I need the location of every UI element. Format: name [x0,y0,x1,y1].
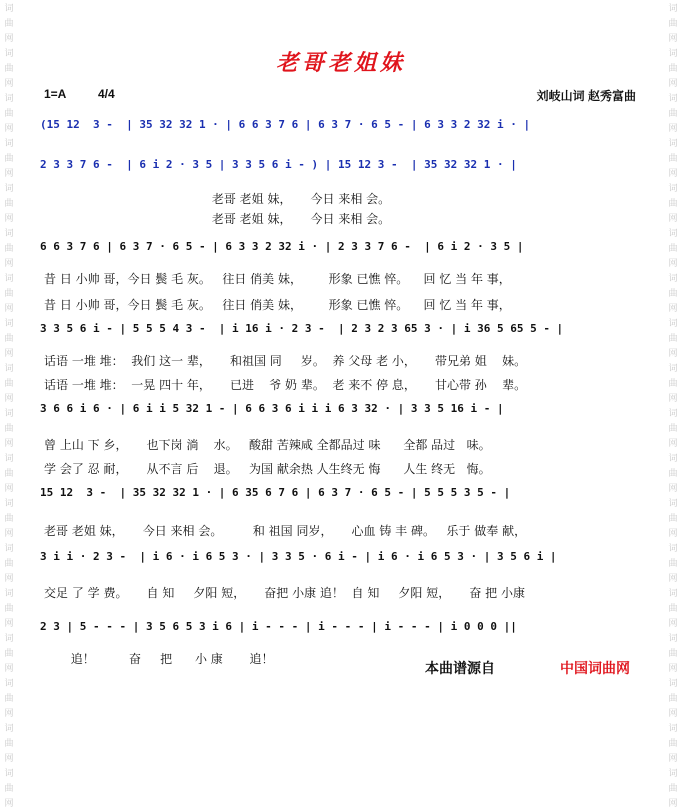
watermark-char: 词 [4,49,14,59]
watermark-char: 曲 [4,739,14,749]
watermark-char: 词 [668,409,678,419]
watermark-char: 词 [668,769,678,779]
watermark-char: 网 [4,124,14,134]
watermark-char: 曲 [4,424,14,434]
watermark-char: 词 [668,274,678,284]
watermark-char: 曲 [668,64,678,74]
watermark-char: 网 [4,799,14,809]
watermark-char: 网 [4,484,14,494]
site-name: 中国词曲网 [560,661,630,677]
watermark-char: 词 [4,454,14,464]
watermark-char: 曲 [4,604,14,614]
song-credits: 刘岐山词 赵秀富曲 [536,89,636,103]
lyric-line: 昔 日 小帅 哥，今日 鬓 毛 灰。 往日 俏美 妹， 形象 已憔 悴。 回 忆 当 年 事， [44,272,511,286]
watermark-char: 网 [668,349,678,359]
watermark-char: 网 [668,619,678,629]
notation-row: 3 6 6 i 6 · | 6 i i 5 32 1 - | 6 6 3 6 i i i 6 3 32 · | 3 3 5 16 i - | [40,402,504,415]
watermark-char: 词 [668,499,678,509]
watermark-char: 网 [4,664,14,674]
watermark-char: 词 [668,589,678,599]
watermark-char: 曲 [4,334,14,344]
watermark-char: 词 [4,499,14,509]
watermark-char: 网 [4,34,14,44]
lyric-line: 话语 一堆 堆： 一晃 四十 年， 已进 爷 奶 辈。 老 来不 停 息， 甘心带 孙 辈。 [44,378,527,392]
watermark-char: 网 [668,799,678,809]
watermark-char: 词 [668,454,678,464]
watermark-char: 词 [4,184,14,194]
watermark-char: 曲 [668,739,678,749]
watermark-char: 词 [4,4,14,14]
left-watermark-strip [0,0,18,809]
watermark-char: 曲 [4,784,14,794]
watermark-char: 网 [4,574,14,584]
watermark-char: 词 [4,544,14,554]
watermark-char: 网 [668,34,678,44]
watermark-char: 曲 [668,604,678,614]
watermark-char: 词 [668,94,678,104]
watermark-char: 网 [668,394,678,404]
song-title: 老哥老姐妹 [275,50,406,76]
watermark-char: 网 [4,439,14,449]
watermark-char: 曲 [668,424,678,434]
watermark-char: 曲 [668,469,678,479]
watermark-char: 曲 [4,244,14,254]
watermark-char: 曲 [668,19,678,29]
source-label: 本曲谱源自 [425,661,495,677]
watermark-char: 曲 [668,784,678,794]
watermark-char: 词 [4,229,14,239]
watermark-char: 曲 [4,694,14,704]
watermark-char: 网 [668,709,678,719]
watermark-char: 曲 [668,199,678,209]
watermark-char: 词 [4,274,14,284]
watermark-char: 曲 [4,379,14,389]
watermark-char: 词 [4,724,14,734]
watermark-char: 曲 [668,559,678,569]
time-signature: 4/4 [98,87,115,101]
watermark-char: 词 [4,139,14,149]
watermark-char: 词 [668,139,678,149]
watermark-char: 曲 [668,289,678,299]
watermark-char: 词 [4,364,14,374]
lyric-line: 曾 上山 下 乡， 也下岗 淌 水。 酸甜 苦辣咸 全都品过 味 全都 品过 味。 [44,438,491,452]
watermark-char: 词 [668,544,678,554]
watermark-char: 网 [668,484,678,494]
watermark-char: 曲 [4,559,14,569]
watermark-char: 网 [4,619,14,629]
right-watermark-strip [664,0,682,809]
watermark-char: 网 [4,169,14,179]
watermark-char: 曲 [668,154,678,164]
watermark-char: 网 [668,259,678,269]
watermark-char: 网 [668,214,678,224]
notation-row: 15 12 3 - | 35 32 32 1 · | 6 35 6 7 6 | 6 3 7 · 6 5 - | 5 5 5 3 5 - | [40,486,511,499]
watermark-char: 词 [668,4,678,14]
watermark-char: 曲 [4,289,14,299]
watermark-char: 网 [668,529,678,539]
notation-row: 3 3 5 6 i - | 5 5 5 4 3 - | i 16 i · 2 3 - | 2 3 2 3 65 3 · | i 36 5 65 5 - | [40,322,564,335]
watermark-char: 网 [668,124,678,134]
watermark-char: 网 [4,754,14,764]
watermark-char: 曲 [4,64,14,74]
watermark-char: 网 [4,394,14,404]
watermark-char: 词 [668,634,678,644]
watermark-char: 曲 [668,244,678,254]
lyric-line: 追！ 奋 把 小 康 追！ [44,652,274,666]
watermark-char: 网 [668,79,678,89]
watermark-char: 曲 [668,694,678,704]
lyric-line: 交足 了 学 费。 自 知 夕阳 短， 奋把 小康 追！ 自 知 夕阳 短， 奋 把 小康 [44,586,525,600]
watermark-char: 网 [4,259,14,269]
watermark-char: 词 [4,679,14,689]
watermark-char: 词 [668,49,678,59]
watermark-char: 网 [668,754,678,764]
lyric-line: 老哥 老姐 妹， 今日 来相 会。 [44,192,391,206]
watermark-char: 曲 [4,154,14,164]
notation-row: 2 3 3 7 6 - | 6 i 2 · 3 5 | 3 3 5 6 i - ) | 15 12 3 - | 35 32 32 1 · | [40,158,517,171]
watermark-char: 词 [4,319,14,329]
watermark-char: 网 [4,79,14,89]
watermark-char: 曲 [4,469,14,479]
watermark-char: 网 [4,214,14,224]
watermark-char: 网 [668,304,678,314]
watermark-char: 曲 [4,199,14,209]
watermark-char: 网 [668,574,678,584]
watermark-char: 曲 [668,334,678,344]
notation-row: (15 12 3 - | 35 32 32 1 · | 6 6 3 7 6 | 6 3 7 · 6 5 - | 6 3 3 2 32 i · | [40,118,531,131]
watermark-char: 曲 [668,514,678,524]
lyric-line: 老哥 老姐 妹， 今日 来相 会。 和 祖国 同岁， 心血 铸 丰 碑。 乐于 做奉 献， [44,524,527,538]
notation-row: 6 6 3 7 6 | 6 3 7 · 6 5 - | 6 3 3 2 32 i · | 2 3 3 7 6 - | 6 i 2 · 3 5 | [40,240,524,253]
watermark-char: 词 [668,679,678,689]
watermark-char: 词 [668,184,678,194]
watermark-char: 网 [4,349,14,359]
lyric-line: 老哥 老姐 妹， 今日 来相 会。 [44,212,391,226]
watermark-char: 词 [4,769,14,779]
watermark-char: 词 [4,589,14,599]
watermark-char: 曲 [4,19,14,29]
watermark-char: 词 [4,634,14,644]
watermark-char: 网 [668,169,678,179]
watermark-char: 词 [668,724,678,734]
notation-row: 2 3 | 5 - - - | 3 5 6 5 3 i 6 | i - - - | i - - - | i - - - | i 0 0 0 || [40,620,517,633]
watermark-char: 曲 [4,514,14,524]
lyric-line: 昔 日 小帅 哥，今日 鬓 毛 灰。 往日 俏美 妹， 形象 已憔 悴。 回 忆 当 年 事， [44,298,511,312]
watermark-char: 网 [668,664,678,674]
watermark-char: 曲 [4,109,14,119]
watermark-char: 网 [4,529,14,539]
watermark-char: 词 [4,94,14,104]
lyric-line: 话语 一堆 堆： 我们 这一 辈， 和祖国 同 岁。 养 父母 老 小， 带兄弟 姐 妹。 [44,354,527,368]
lyric-line: 学 会了 忍 耐， 从不言 后 退。 为国 献余热 人生终无 悔 人生 终无 悔。 [44,462,491,476]
watermark-char: 网 [668,439,678,449]
notation-row: 3 i i · 2 3 - | i 6 · i 6 5 3 · | 3 3 5 · 6 i - | i 6 · i 6 5 3 · | 3 5 6 i | [40,550,557,563]
watermark-char: 词 [668,319,678,329]
key-signature: 1=A [44,87,67,101]
watermark-char: 词 [668,364,678,374]
watermark-char: 词 [668,229,678,239]
watermark-char: 曲 [668,649,678,659]
watermark-char: 词 [4,409,14,419]
watermark-char: 网 [4,709,14,719]
watermark-char: 曲 [668,379,678,389]
watermark-char: 曲 [4,649,14,659]
watermark-char: 曲 [668,109,678,119]
watermark-char: 网 [4,304,14,314]
